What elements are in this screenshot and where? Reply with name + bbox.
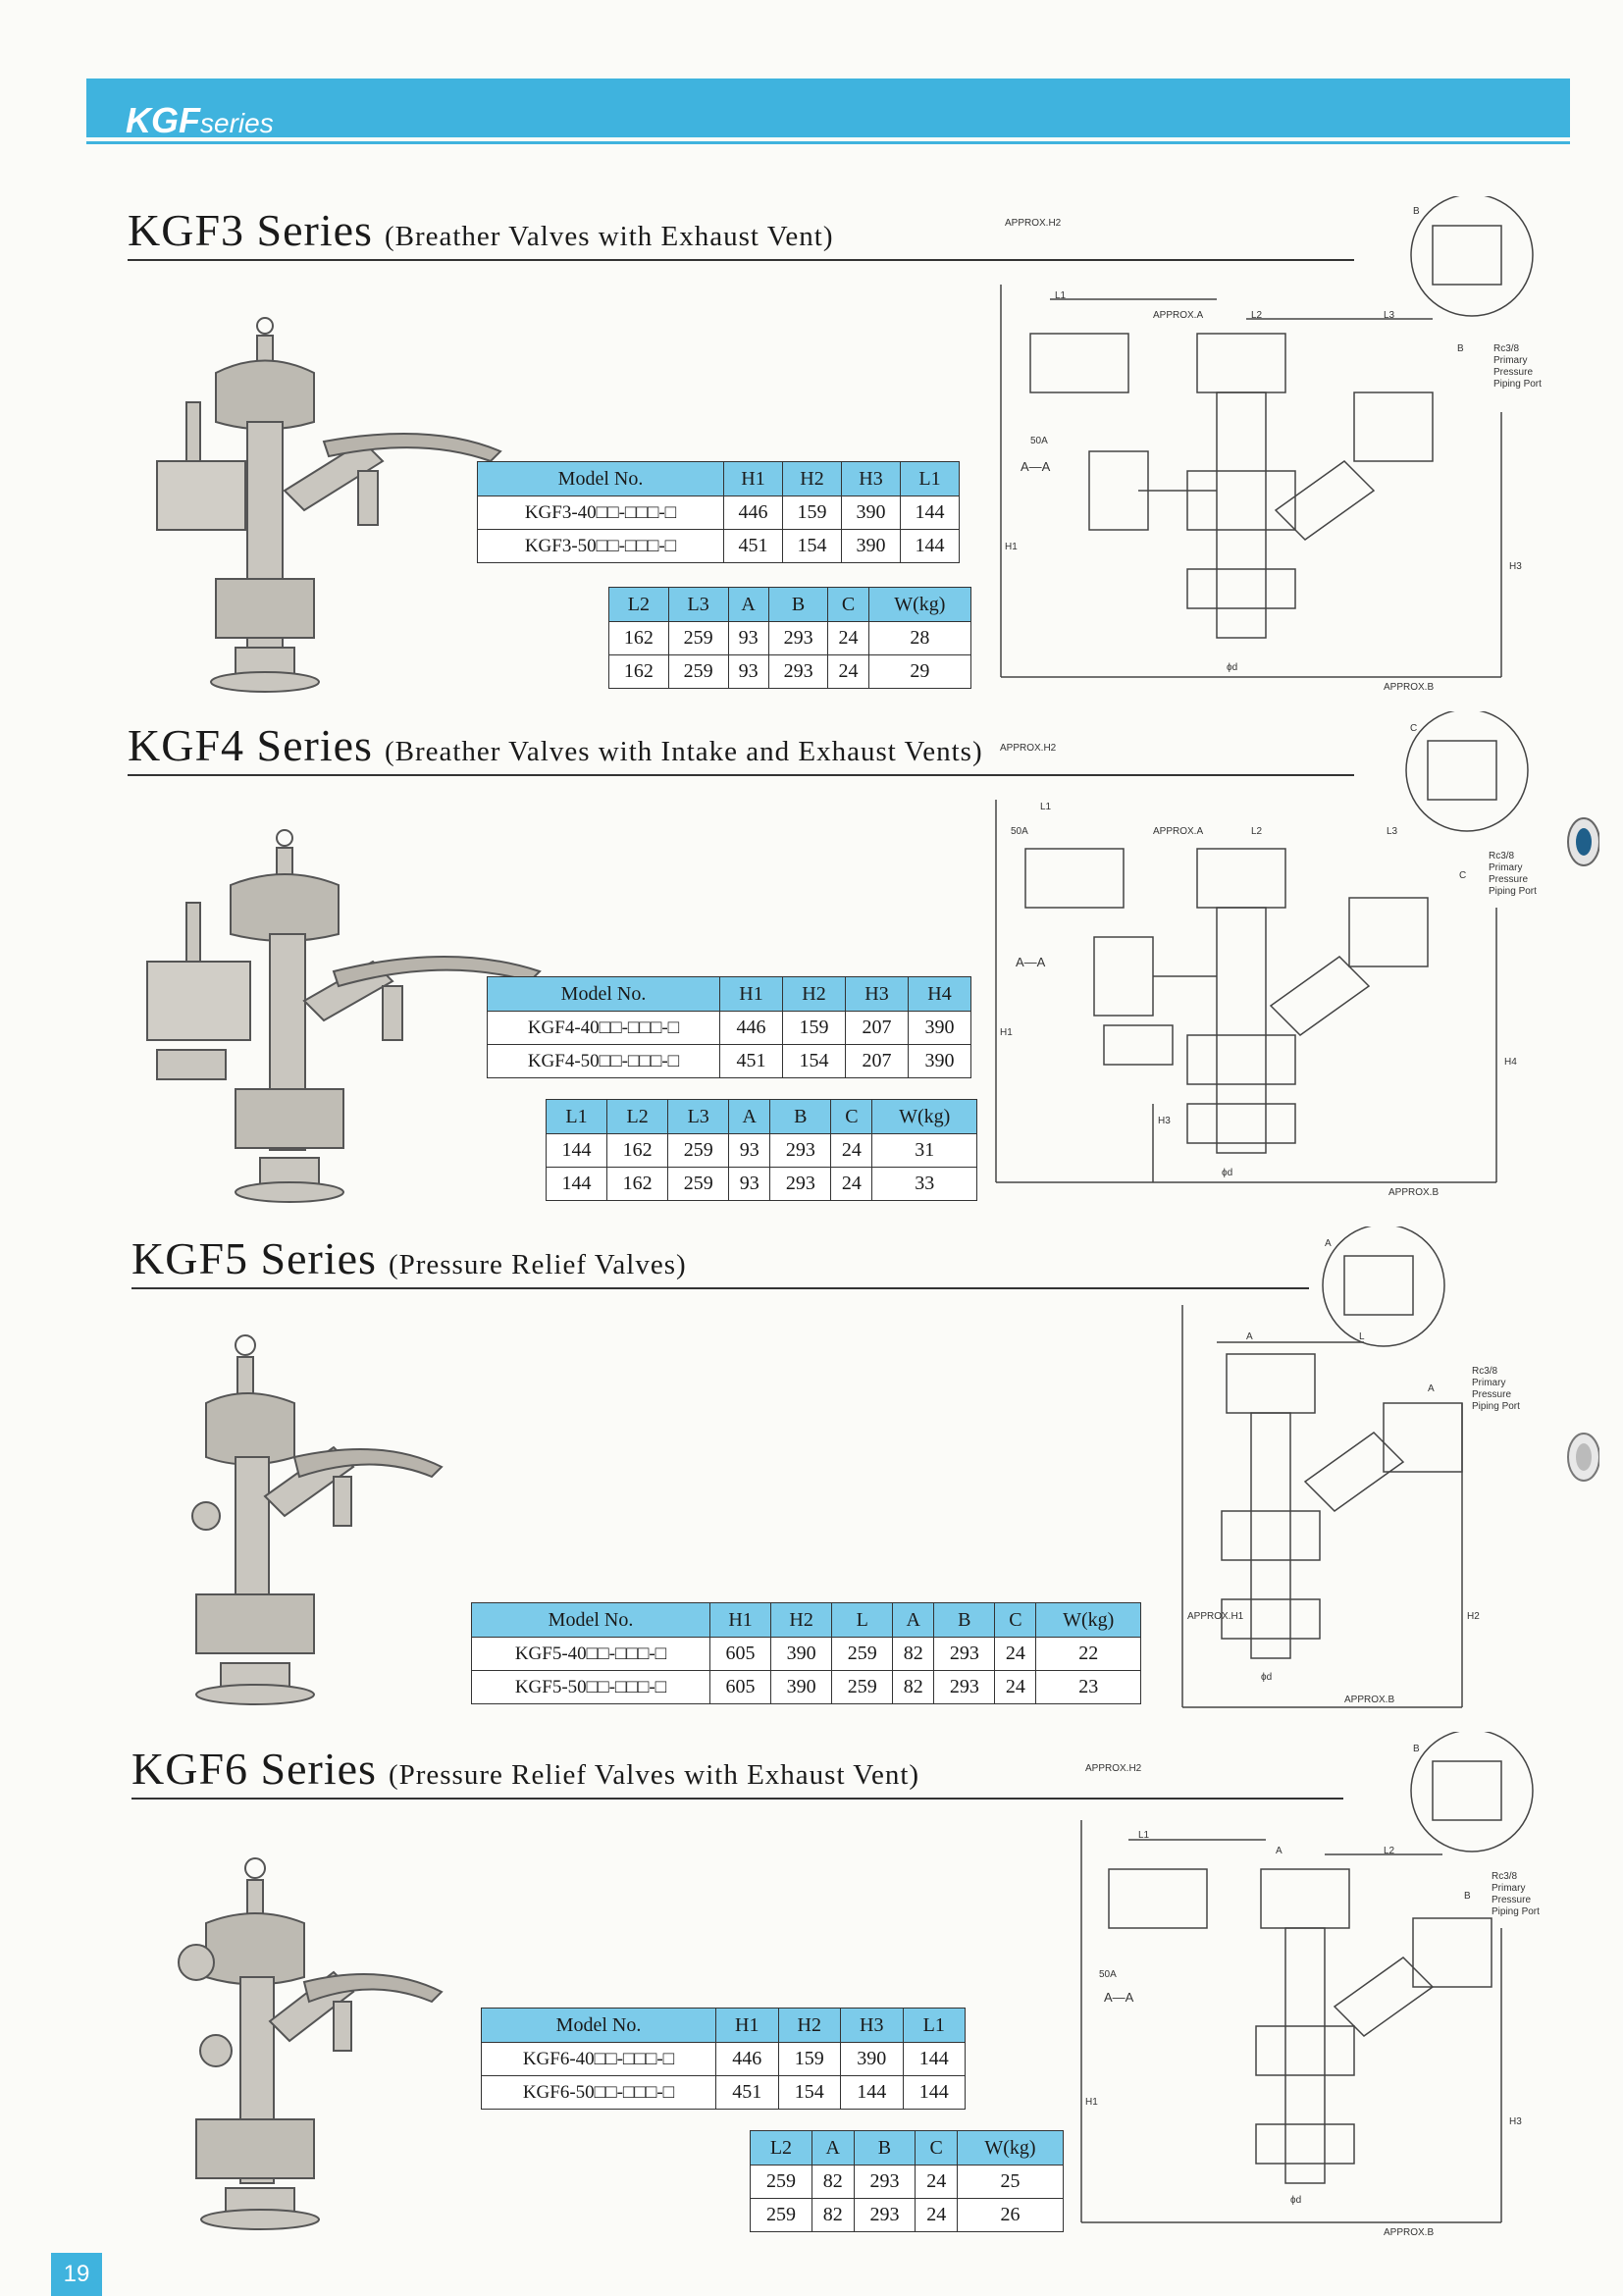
port-note-line4: Piping Port <box>1472 1401 1520 1412</box>
section-title: KGF5 Series <box>131 1233 377 1283</box>
table-cell: 451 <box>716 2076 779 2110</box>
table-cell: 24 <box>828 655 868 689</box>
drawing-label-c: C <box>1410 723 1418 734</box>
table-cell: 29 <box>868 655 970 689</box>
section-subtitle: (Breather Valves with Intake and Exhaust Vents) <box>384 736 983 767</box>
banner-underline <box>86 141 1570 144</box>
table-header: B <box>770 1100 831 1134</box>
drawing-label-b: B <box>1413 206 1420 217</box>
section-title-kgf5 <box>131 1232 687 1284</box>
table-cell: 144 <box>901 496 960 530</box>
drawing-label-a-small: A <box>1246 1331 1253 1342</box>
table-cell: 259 <box>832 1671 893 1704</box>
table-header: L3 <box>668 588 728 622</box>
table-cell: 24 <box>916 2199 958 2232</box>
table-cell: 390 <box>771 1638 832 1671</box>
drawing-label-b-small: B <box>1464 1891 1471 1902</box>
port-note-line4: Piping Port <box>1489 886 1537 897</box>
port-note-line2: Primary <box>1489 862 1523 873</box>
drawing-label-approx-h2: APPROX.H2 <box>1005 218 1062 229</box>
drawing-label-l1: L1 <box>1055 290 1067 301</box>
table-cell: 259 <box>668 1134 729 1168</box>
table-header: L1 <box>903 2009 966 2043</box>
table-header: H3 <box>841 2009 904 2043</box>
section-subtitle: (Pressure Relief Valves with Exhaust Vent) <box>388 1759 920 1791</box>
spec-table-kgf6-dims <box>750 2130 1064 2232</box>
table-header: H2 <box>778 2009 841 2043</box>
table-row <box>488 1012 971 1045</box>
drawing-label-phid: ϕd <box>1261 1672 1273 1683</box>
table-cell: 162 <box>607 1134 668 1168</box>
valve-photo-kgf3 <box>137 314 530 706</box>
drawing-label-h1: H1 <box>1005 542 1018 552</box>
table-header: A <box>728 588 768 622</box>
table-cell: 24 <box>995 1638 1036 1671</box>
technical-drawing-kgf4 <box>986 711 1560 1212</box>
binder-ring-icon <box>1560 812 1599 871</box>
drawing-label-l: L <box>1359 1331 1365 1342</box>
valve-photo-kgf6 <box>157 1854 451 2247</box>
table-cell: 293 <box>934 1671 995 1704</box>
drawing-label-l3: L3 <box>1387 826 1398 837</box>
drawing-label-section: A—A <box>1104 1990 1134 2005</box>
table-cell: 144 <box>547 1134 607 1168</box>
table-header-row <box>751 2131 1064 2166</box>
series-banner <box>86 78 1570 140</box>
table-cell: 24 <box>828 622 868 655</box>
drawing-label-a-port: A <box>1428 1383 1435 1394</box>
table-cell: 162 <box>607 1168 668 1201</box>
model-cell: KGF5-40□□-□□□-□ <box>472 1638 710 1671</box>
table-header-row <box>609 588 971 622</box>
technical-drawing-kgf3 <box>991 196 1560 697</box>
table-header: W(kg) <box>1036 1603 1141 1638</box>
table-cell: 93 <box>729 1134 770 1168</box>
table-header: Model No. <box>488 977 720 1012</box>
table-cell: 390 <box>842 530 901 563</box>
table-cell: 159 <box>778 2043 841 2076</box>
table-row <box>547 1168 977 1201</box>
table-header: Model No. <box>482 2009 716 2043</box>
drawing-label-approx-h2: APPROX.H2 <box>1085 1763 1142 1774</box>
table-row <box>472 1671 1141 1704</box>
table-cell: 446 <box>724 496 783 530</box>
port-note-line2: Primary <box>1493 355 1528 366</box>
table-cell: 24 <box>831 1134 872 1168</box>
table-cell: 154 <box>783 530 842 563</box>
table-cell: 293 <box>854 2199 916 2232</box>
drawing-label-section: A—A <box>1021 459 1051 474</box>
table-header: A <box>729 1100 770 1134</box>
table-cell: 33 <box>872 1168 977 1201</box>
table-cell: 22 <box>1036 1638 1141 1671</box>
technical-drawing-kgf5 <box>1168 1226 1560 1717</box>
port-note-line3: Pressure <box>1492 1895 1532 1905</box>
table-header: H2 <box>783 462 842 496</box>
table-header: H1 <box>710 1603 771 1638</box>
drawing-label-phid: ϕd <box>1227 662 1238 673</box>
drawing-label-50a: 50A <box>1030 436 1048 446</box>
table-cell: 390 <box>909 1045 971 1078</box>
table-header: Model No. <box>478 462 724 496</box>
table-header: H1 <box>716 2009 779 2043</box>
model-cell: KGF6-50□□-□□□-□ <box>482 2076 716 2110</box>
table-cell: 259 <box>832 1638 893 1671</box>
table-header: B <box>768 588 828 622</box>
table-cell: 144 <box>841 2076 904 2110</box>
table-cell: 259 <box>751 2199 812 2232</box>
table-row <box>482 2043 966 2076</box>
model-cell: KGF6-40□□-□□□-□ <box>482 2043 716 2076</box>
table-cell: 154 <box>783 1045 846 1078</box>
table-header-row <box>472 1603 1141 1638</box>
table-cell: 451 <box>720 1045 783 1078</box>
table-cell: 24 <box>995 1671 1036 1704</box>
table-cell: 259 <box>668 1168 729 1201</box>
drawing-label-h3: H3 <box>1158 1116 1171 1126</box>
table-cell: 82 <box>893 1638 934 1671</box>
drawing-label-approx-a: APPROX.A <box>1153 826 1204 837</box>
page-number: 19 <box>63 2261 90 2287</box>
port-note-line1: Rc3/8 <box>1492 1871 1518 1882</box>
model-cell: KGF4-50□□-□□□-□ <box>488 1045 720 1078</box>
table-cell: 159 <box>783 1012 846 1045</box>
valve-photo-kgf5 <box>186 1330 451 1712</box>
spec-table-kgf5 <box>471 1602 1141 1704</box>
port-note-line1: Rc3/8 <box>1489 851 1515 861</box>
section-title-kgf3 <box>128 204 834 256</box>
table-header: C <box>995 1603 1036 1638</box>
table-row <box>751 2166 1064 2199</box>
drawing-label-approx-b: APPROX.B <box>1384 682 1435 693</box>
table-header: A <box>893 1603 934 1638</box>
table-row <box>478 496 960 530</box>
table-cell: 154 <box>778 2076 841 2110</box>
table-cell: 207 <box>846 1012 909 1045</box>
drawing-label-b: B <box>1413 1744 1420 1754</box>
table-cell: 390 <box>842 496 901 530</box>
table-cell: 293 <box>934 1638 995 1671</box>
table-header: H4 <box>909 977 971 1012</box>
table-header: B <box>854 2131 916 2166</box>
table-cell: 24 <box>916 2166 958 2199</box>
table-header: H2 <box>771 1603 832 1638</box>
port-note-line4: Piping Port <box>1492 1906 1540 1917</box>
spec-table-kgf6-main <box>481 2008 966 2110</box>
drawing-label-h3: H3 <box>1509 561 1522 572</box>
table-row <box>547 1134 977 1168</box>
table-header: C <box>828 588 868 622</box>
drawing-label-approx-h1: APPROX.H1 <box>1187 1611 1244 1622</box>
section-subtitle: (Breather Valves with Exhaust Vent) <box>384 221 834 252</box>
banner-brand: KGF <box>126 100 200 140</box>
drawing-label-phid: ϕd <box>1222 1168 1233 1178</box>
table-header: H2 <box>783 977 846 1012</box>
port-note-line2: Primary <box>1472 1378 1506 1388</box>
table-cell: 162 <box>609 622 669 655</box>
table-cell: 159 <box>783 496 842 530</box>
port-note-line2: Primary <box>1492 1883 1526 1894</box>
drawing-label-approx-a: APPROX.A <box>1153 310 1204 321</box>
table-header: L2 <box>607 1100 668 1134</box>
table-cell: 259 <box>668 655 728 689</box>
table-cell: 259 <box>668 622 728 655</box>
table-cell: 293 <box>768 622 828 655</box>
table-header: H3 <box>842 462 901 496</box>
table-cell: 207 <box>846 1045 909 1078</box>
port-note-line3: Pressure <box>1493 367 1534 378</box>
section-title-kgf4 <box>128 719 983 771</box>
drawing-label-h1: H1 <box>1085 2097 1098 2108</box>
table-header: W(kg) <box>868 588 970 622</box>
table-cell: 93 <box>728 622 768 655</box>
model-cell: KGF4-40□□-□□□-□ <box>488 1012 720 1045</box>
table-header: H1 <box>720 977 783 1012</box>
drawing-label-c-small: C <box>1459 870 1467 881</box>
model-cell: KGF5-50□□-□□□-□ <box>472 1671 710 1704</box>
table-header: H3 <box>846 977 909 1012</box>
table-cell: 23 <box>1036 1671 1141 1704</box>
table-cell: 82 <box>812 2199 854 2232</box>
model-cell: KGF3-50□□-□□□-□ <box>478 530 724 563</box>
drawing-label-h3: H3 <box>1509 2116 1522 2127</box>
table-cell: 82 <box>893 1671 934 1704</box>
section-rule <box>131 1287 1309 1289</box>
table-header: H1 <box>724 462 783 496</box>
spec-table-kgf4-main <box>487 976 971 1078</box>
table-cell: 25 <box>958 2166 1064 2199</box>
spec-table-kgf3-dims <box>608 587 971 689</box>
table-header-row <box>488 977 971 1012</box>
drawing-label-l1: L1 <box>1138 1830 1150 1841</box>
drawing-label-approx-h2: APPROX.H2 <box>1000 743 1057 754</box>
table-header: C <box>831 1100 872 1134</box>
table-header: L2 <box>609 588 669 622</box>
drawing-label-section: A—A <box>1016 955 1046 969</box>
drawing-label-a: A <box>1276 1846 1283 1856</box>
table-cell: 144 <box>901 530 960 563</box>
drawing-label-l2: L2 <box>1251 310 1263 321</box>
table-row <box>482 2076 966 2110</box>
page-number-box <box>51 2253 102 2296</box>
table-cell: 451 <box>724 530 783 563</box>
drawing-label-phid: ϕd <box>1290 2195 1302 2206</box>
table-cell: 293 <box>854 2166 916 2199</box>
table-row <box>609 655 971 689</box>
spec-table-kgf4-dims <box>546 1099 977 1201</box>
table-header-row <box>547 1100 977 1134</box>
section-title-kgf6 <box>131 1743 919 1795</box>
drawing-label-h1: H1 <box>1000 1027 1013 1038</box>
banner-series-word: series <box>200 108 274 138</box>
table-cell: 93 <box>729 1168 770 1201</box>
drawing-label-50a: 50A <box>1011 826 1028 837</box>
table-header-row <box>478 462 960 496</box>
table-cell: 293 <box>770 1134 831 1168</box>
table-cell: 390 <box>841 2043 904 2076</box>
table-header: B <box>934 1603 995 1638</box>
section-title: KGF3 Series <box>128 205 373 255</box>
port-note-line1: Rc3/8 <box>1493 343 1520 354</box>
table-cell: 390 <box>771 1671 832 1704</box>
drawing-label-approx-b: APPROX.B <box>1344 1695 1395 1705</box>
section-title: KGF4 Series <box>128 720 373 770</box>
table-header: L3 <box>668 1100 729 1134</box>
drawing-label-l2: L2 <box>1251 826 1263 837</box>
table-cell: 293 <box>768 655 828 689</box>
table-cell: 259 <box>751 2166 812 2199</box>
table-cell: 82 <box>812 2166 854 2199</box>
binder-ring-icon <box>1560 1428 1599 1487</box>
banner-title <box>126 100 274 141</box>
table-header: A <box>812 2131 854 2166</box>
table-cell: 144 <box>547 1168 607 1201</box>
table-cell: 144 <box>903 2076 966 2110</box>
table-header: W(kg) <box>958 2131 1064 2166</box>
drawing-label-l3: L3 <box>1384 310 1395 321</box>
table-cell: 144 <box>903 2043 966 2076</box>
table-header: W(kg) <box>872 1100 977 1134</box>
table-header: Model No. <box>472 1603 710 1638</box>
port-note-line1: Rc3/8 <box>1472 1366 1498 1377</box>
drawing-label-approx-b: APPROX.B <box>1384 2227 1435 2238</box>
drawing-label-a: A <box>1325 1238 1332 1249</box>
port-note-line3: Pressure <box>1489 874 1529 885</box>
drawing-label-h4: H4 <box>1504 1057 1517 1068</box>
table-header: C <box>916 2131 958 2166</box>
drawing-label-l2: L2 <box>1384 1846 1395 1856</box>
table-row <box>751 2199 1064 2232</box>
table-row <box>472 1638 1141 1671</box>
port-note-line4: Piping Port <box>1493 379 1542 390</box>
table-cell: 31 <box>872 1134 977 1168</box>
table-header: L1 <box>901 462 960 496</box>
table-cell: 28 <box>868 622 970 655</box>
port-note-line3: Pressure <box>1472 1389 1512 1400</box>
table-cell: 293 <box>770 1168 831 1201</box>
table-cell: 605 <box>710 1671 771 1704</box>
table-header: L2 <box>751 2131 812 2166</box>
drawing-label-l1: L1 <box>1040 802 1052 812</box>
table-row <box>478 530 960 563</box>
table-header: L1 <box>547 1100 607 1134</box>
model-cell: KGF3-40□□-□□□-□ <box>478 496 724 530</box>
table-row <box>488 1045 971 1078</box>
table-cell: 605 <box>710 1638 771 1671</box>
table-cell: 162 <box>609 655 669 689</box>
table-cell: 446 <box>716 2043 779 2076</box>
drawing-label-approx-b: APPROX.B <box>1388 1187 1440 1198</box>
spec-table-kgf3-main <box>477 461 960 563</box>
table-row <box>609 622 971 655</box>
table-header-row <box>482 2009 966 2043</box>
section-title: KGF6 Series <box>131 1744 377 1794</box>
section-subtitle: (Pressure Relief Valves) <box>388 1249 687 1280</box>
drawing-label-50a: 50A <box>1099 1969 1117 1980</box>
table-cell: 93 <box>728 655 768 689</box>
table-cell: 446 <box>720 1012 783 1045</box>
table-cell: 26 <box>958 2199 1064 2232</box>
technical-drawing-kgf6 <box>1070 1732 1560 2242</box>
table-header: L <box>832 1603 893 1638</box>
drawing-label-h2: H2 <box>1467 1611 1480 1622</box>
table-cell: 390 <box>909 1012 971 1045</box>
table-cell: 24 <box>831 1168 872 1201</box>
drawing-label-b-small: B <box>1457 343 1464 354</box>
